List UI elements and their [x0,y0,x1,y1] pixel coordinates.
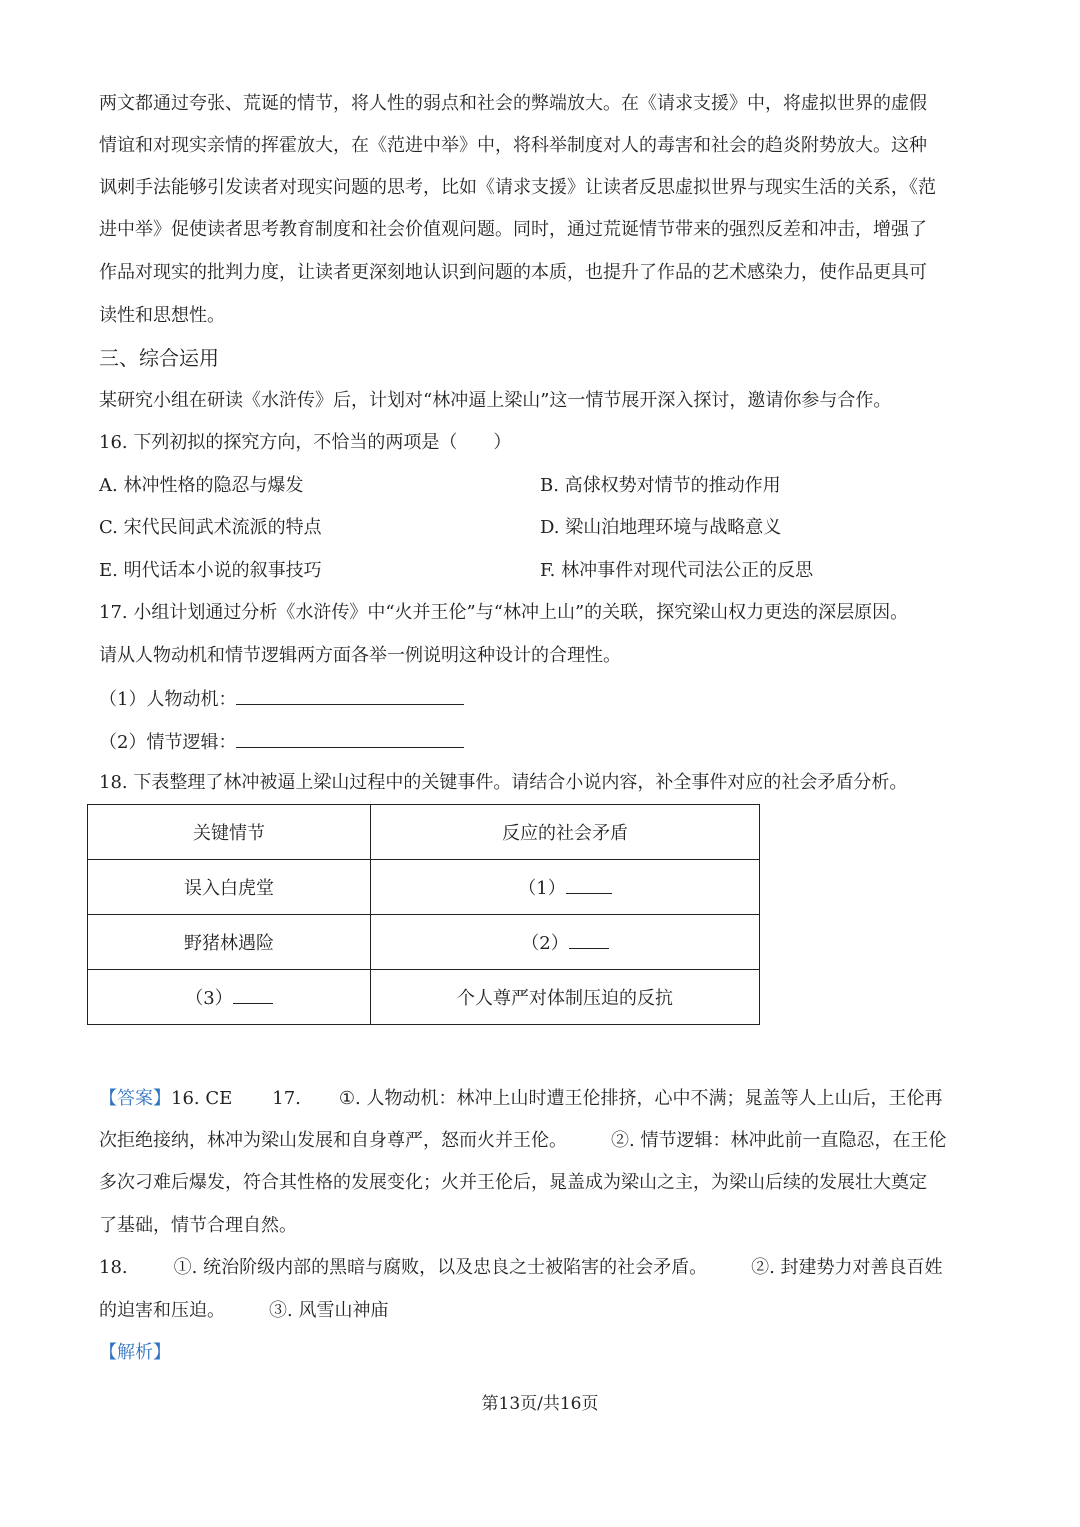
answer-line-2 [99,1129,946,1153]
table-cell-plot [88,970,371,1025]
answer-18-part-2-cont: 的迫害和压迫。 [99,1300,225,1321]
q17-item-1 [99,686,464,712]
q18-answer-blank-1[interactable] [566,875,612,894]
q16-option-a: A. 林冲性格的隐忍与爆发 [99,475,304,496]
table-cell-conflict-label: （2） [521,933,569,954]
table-cell-conflict [371,860,760,915]
q16-option-e: E. 明代话本小说的叙事技巧 [99,560,322,581]
analysis-tag: 【解析】 [99,1342,171,1363]
q17-stem-line-2: 请从人物动机和情节逻辑两方面各举一例说明这种设计的合理性。 [99,645,621,666]
answer-tag: 【答案】 [99,1088,171,1109]
answer-line-6 [99,1299,388,1323]
answer-line-3: 多次刁难后爆发，符合其性格的发展变化；火并王伦后，晁盖成为梁山之主，为梁山后续的发展壮大奠定 [99,1172,927,1193]
intro-line-4: 进中举》促使读者思考教育制度和社会价值观问题。同时，通过荒诞情节带来的强烈反差和冲击，增强了 [99,219,927,240]
table-cell-conflict [371,915,760,970]
table-row [88,915,760,970]
section-heading: 三、综合运用 [99,346,219,370]
q18-events-table [87,804,760,1025]
table-header-row [88,805,760,860]
answer-17-part-1: ①. 人物动机：林冲上山时遭王伦排挤，心中不满；晁盖等人上山后，王伦再 [338,1088,943,1109]
answer-18-part-3: ③. 风雪山神庙 [269,1300,389,1321]
table-header-plot: 关键情节 [88,805,371,860]
table-row [88,860,760,915]
q17-stem-line-1: 17. 小组计划通过分析《水浒传》中“火并王伦”与“林冲上山”的关联，探究梁山权力更迭的深层原因。 [99,602,909,623]
table-cell-plot-label: （3） [185,988,233,1009]
q17-item-2-label: （2）情节逻辑： [99,732,237,753]
answer-line-5 [99,1256,943,1280]
intro-line-3: 讽刺手法能够引发读者对现实问题的思考，比如《请求支援》让读者反思虚拟世界与现实生活的关系，《范 [99,177,936,198]
answer-18-number: 18. [99,1257,128,1278]
answer-line-4: 了基础，情节合理自然。 [99,1215,297,1236]
q17-answer-blank-1[interactable] [236,686,464,705]
q18-answer-blank-3[interactable] [233,985,273,1004]
answer-line-1 [99,1087,942,1111]
section-context: 某研究小组在研读《水浒传》后，计划对“林冲逼上梁山”这一情节展开深入探讨，邀请你参与合作。 [99,390,892,411]
table-cell-conflict: 个人尊严对体制压迫的反抗 [371,970,760,1025]
table-header-conflict: 反应的社会矛盾 [371,805,760,860]
q16-option-f: F. 林冲事件对现代司法公正的反思 [540,560,814,581]
intro-line-1: 两文都通过夸张、荒诞的情节，将人性的弱点和社会的弊端放大。在《请求支援》中，将虚拟世界的虚假 [99,93,927,114]
q16-option-d: D. 梁山泊地理环境与战略意义 [540,517,782,538]
q16-option-b: B. 高俅权势对情节的推动作用 [540,475,781,496]
q16-stem: 16. 下列初拟的探究方向，不恰当的两项是（ ） [99,432,512,453]
q17-item-1-label: （1）人物动机： [99,689,237,710]
q18-stem: 18. 下表整理了林冲被逼上梁山过程中的关键事件。请结合小说内容，补全事件对应的社会矛盾分析。 [99,772,908,793]
answer-18-part-1: ①. 统治阶级内部的黑暗与腐败，以及忠良之士被陷害的社会矛盾。 [173,1257,708,1278]
table-cell-plot: 野猪林遇险 [88,915,371,970]
answer-17-part-2: ②. 情节逻辑：林冲此前一直隐忍，在王伦 [611,1130,947,1151]
intro-line-2: 情谊和对现实亲情的挥霍放大，在《范进中举》中，将科举制度对人的毒害和社会的趋炎附势放大。这种 [99,135,927,156]
answer-17-part-1-cont: 次拒绝接纳，林冲为梁山发展和自身尊严，怒而火并王伦。 [99,1130,567,1151]
q17-item-2 [99,729,464,755]
answer-18-part-2: ②. 封建势力对善良百姓 [751,1257,943,1278]
answer-17-number: 17. [272,1088,301,1109]
intro-line-5: 作品对现实的批判力度，让读者更深刻地认识到问题的本质，也提升了作品的艺术感染力，使作品更具可 [99,262,927,283]
page-number: 第13页/共16页 [481,1394,599,1414]
table-cell-plot: 误入白虎堂 [88,860,371,915]
table-row [88,970,760,1025]
q16-option-c: C. 宋代民间武术流派的特点 [99,517,322,538]
q18-answer-blank-2[interactable] [569,930,609,949]
q17-answer-blank-2[interactable] [236,729,464,748]
table-cell-conflict-label: （1） [518,878,566,899]
intro-line-6: 读性和思想性。 [99,305,225,326]
answer-16: 16. CE [171,1088,233,1109]
